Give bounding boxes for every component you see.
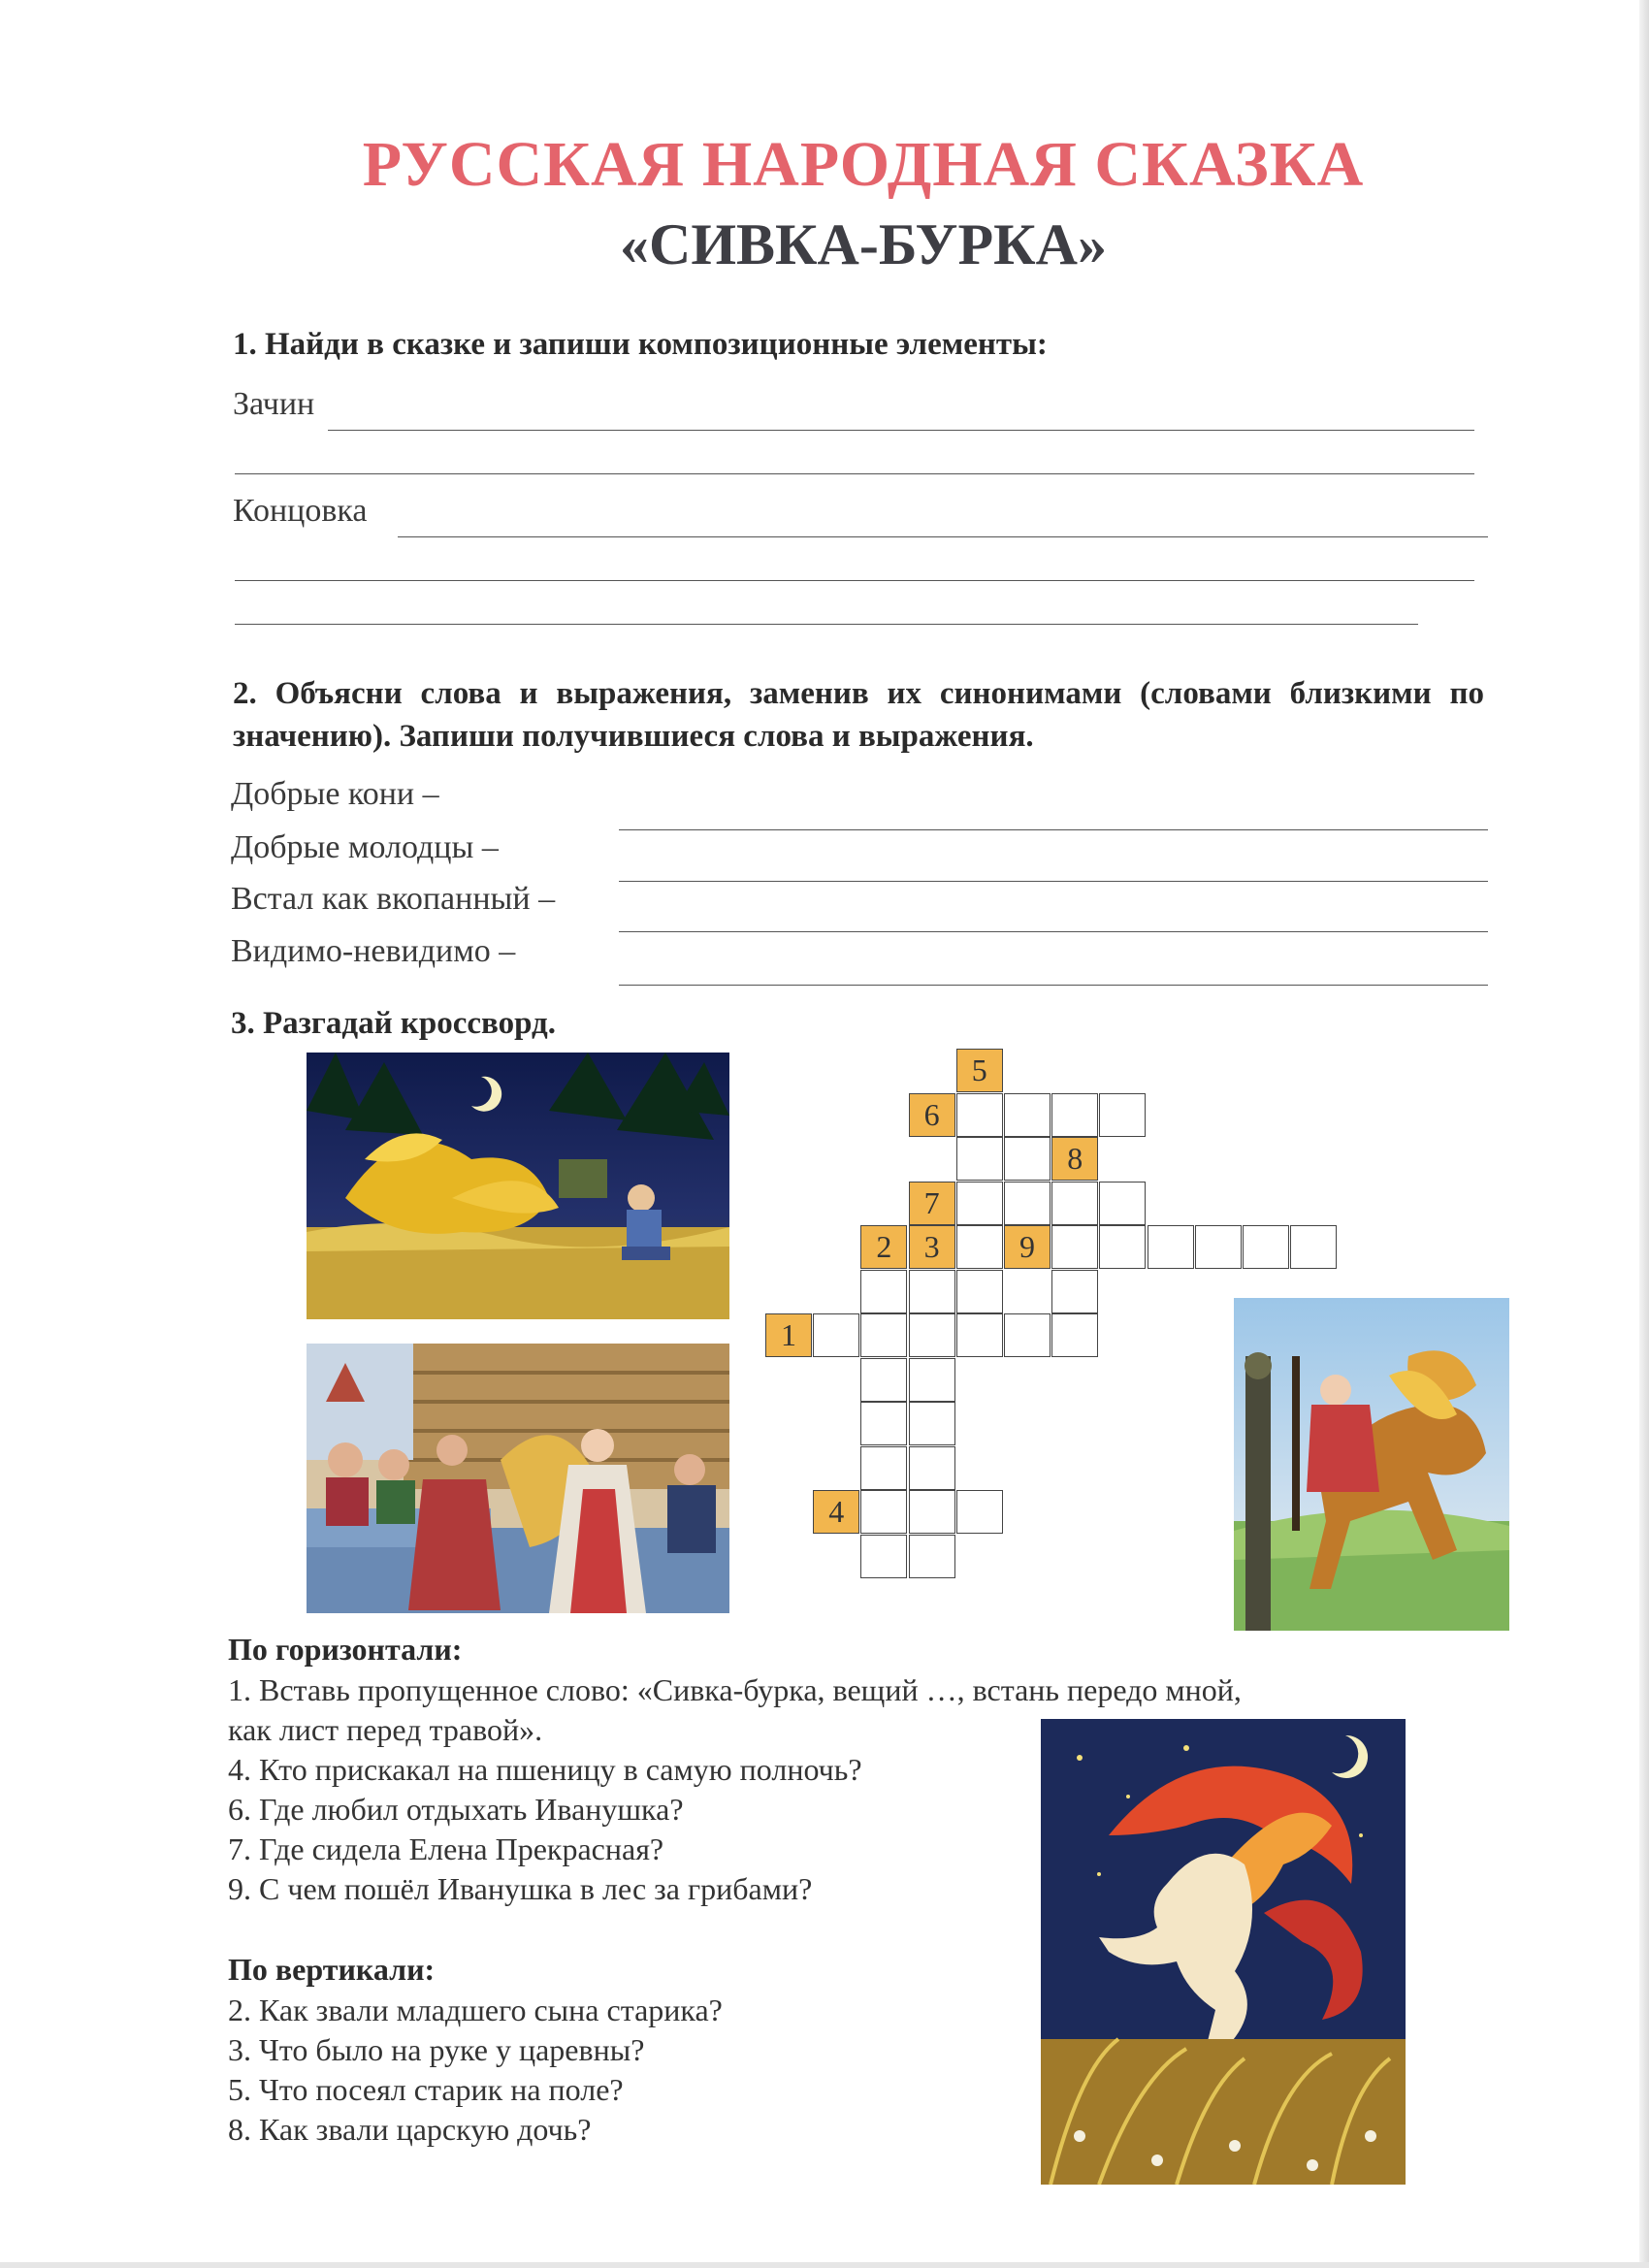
crossword-cell[interactable]	[956, 1093, 1003, 1137]
crossword-cell[interactable]	[1099, 1225, 1146, 1269]
crossword-cell[interactable]	[1195, 1225, 1242, 1269]
crossword-cell[interactable]	[956, 1313, 1003, 1357]
crossword-cell[interactable]	[1148, 1225, 1194, 1269]
crossword-cell[interactable]	[860, 1402, 907, 1445]
crossword-cell[interactable]	[860, 1358, 907, 1402]
feast-picture	[307, 1344, 729, 1613]
night-horse-picture	[307, 1053, 729, 1319]
rider-picture	[1234, 1298, 1509, 1631]
task2-heading: 2. Объясни слова и выражения, заменив их синонимами (словами близкими по значению). Запиши получившиеся слова и выражения.	[233, 676, 1484, 754]
crossword-cell[interactable]	[860, 1270, 907, 1313]
crossword-cell[interactable]	[956, 1137, 1003, 1181]
fiery-horse-picture	[1041, 1719, 1406, 2185]
task1-heading: 1. Найди в сказке и запиши композиционные элементы:	[233, 327, 1048, 362]
start-label: Зачин	[233, 386, 315, 422]
start-answer-line-2[interactable]	[235, 473, 1474, 474]
crossword-cell[interactable]	[1051, 1270, 1098, 1313]
end-answer-line-2[interactable]	[235, 580, 1474, 581]
crossword-cell[interactable]	[909, 1270, 955, 1313]
task2-item-1: Добрые кони –	[231, 776, 439, 812]
end-answer-line[interactable]	[398, 536, 1488, 537]
crossword-number-cell-4: 4	[813, 1490, 859, 1534]
crossword-number-cell-3: 3	[909, 1225, 955, 1269]
crossword-cell[interactable]	[1051, 1225, 1098, 1269]
crossword-cell[interactable]	[1051, 1093, 1098, 1137]
across-heading: По горизонтали:	[228, 1632, 463, 1667]
task2-item-3: Встал как вкопанный –	[231, 881, 556, 917]
illustration-feast	[307, 1344, 729, 1613]
across-clue-1-cont: как лист перед травой».	[228, 1712, 543, 1747]
crossword-number-cell-9: 9	[1004, 1225, 1051, 1269]
crossword-cell[interactable]	[909, 1313, 955, 1357]
crossword-cell[interactable]	[1004, 1137, 1051, 1181]
start-answer-line[interactable]	[328, 430, 1474, 431]
crossword-cell[interactable]	[956, 1225, 1003, 1269]
end-label: Концовка	[233, 493, 368, 529]
crossword-cell[interactable]	[1004, 1093, 1051, 1137]
across-clue-9: 9. С чем пошёл Иванушка в лес за грибами?	[228, 1871, 813, 1906]
crossword-number-cell-6: 6	[909, 1093, 955, 1137]
illustration-night-horse	[307, 1053, 729, 1319]
task2-answer-line-1[interactable]	[619, 829, 1488, 830]
page-edge	[1639, 0, 1649, 2268]
down-clue-2: 2. Как звали младшего сына старика?	[228, 1993, 723, 2027]
crossword-cell[interactable]	[1243, 1225, 1289, 1269]
end-answer-line-3[interactable]	[235, 624, 1418, 625]
crossword-cell[interactable]	[860, 1313, 907, 1357]
crossword-cell[interactable]	[909, 1490, 955, 1534]
task2-answer-line-2[interactable]	[619, 881, 1488, 882]
across-clue-7: 7. Где сидела Елена Прекрасная?	[228, 1831, 664, 1866]
across-clue-1: 1. Вставь пропущенное слово: «Сивка-бурка, вещий …, встань передо мной,	[228, 1672, 1242, 1707]
crossword-cell[interactable]	[1051, 1182, 1098, 1225]
page-bottom-edge	[0, 2262, 1649, 2268]
crossword-cell[interactable]	[813, 1313, 859, 1357]
illustration-fiery-horse	[1041, 1719, 1406, 2185]
crossword-cell[interactable]	[1004, 1182, 1051, 1225]
crossword-number-cell-2: 2	[860, 1225, 907, 1269]
task2-item-4: Видимо-невидимо –	[231, 933, 516, 969]
crossword-cell[interactable]	[1051, 1313, 1098, 1357]
crossword-cell[interactable]	[909, 1446, 955, 1490]
crossword-cell[interactable]	[956, 1490, 1003, 1534]
crossword-cell[interactable]	[909, 1535, 955, 1578]
crossword-cell[interactable]	[860, 1446, 907, 1490]
crossword-cell[interactable]	[956, 1270, 1003, 1313]
crossword-cell[interactable]	[860, 1535, 907, 1578]
down-clue-3: 3. Что было на руке у царевны?	[228, 2032, 645, 2067]
crossword-cell[interactable]	[909, 1358, 955, 1402]
crossword-cell[interactable]	[1099, 1182, 1146, 1225]
crossword-cell[interactable]	[1290, 1225, 1337, 1269]
task2-item-2: Добрые молодцы –	[231, 829, 499, 865]
crossword-cell[interactable]	[1099, 1093, 1146, 1137]
crossword-number-cell-7: 7	[909, 1182, 955, 1225]
down-heading: По вертикали:	[228, 1952, 436, 1987]
task3-heading: 3. Разгадай кроссворд.	[231, 1006, 556, 1041]
crossword-cell[interactable]	[1004, 1313, 1051, 1357]
crossword-number-cell-8: 8	[1051, 1137, 1098, 1181]
down-clue-8: 8. Как звали царскую дочь?	[228, 2112, 592, 2147]
crossword-cell[interactable]	[860, 1490, 907, 1534]
task2-answer-line-4[interactable]	[619, 985, 1488, 986]
task2-answer-line-3[interactable]	[619, 931, 1488, 932]
across-clue-6: 6. Где любил отдыхать Иванушка?	[228, 1792, 684, 1827]
crossword-number-cell-1: 1	[765, 1313, 812, 1357]
crossword-cell[interactable]	[956, 1182, 1003, 1225]
illustration-rider	[1234, 1298, 1509, 1631]
across-clue-4: 4. Кто прискакал на пшеницу в самую полночь?	[228, 1752, 862, 1787]
title-line-1: РУССКАЯ НАРОДНАЯ СКАЗКА	[362, 129, 1365, 200]
down-clue-5: 5. Что посеял старик на поле?	[228, 2072, 624, 2107]
crossword-cell[interactable]	[909, 1402, 955, 1445]
title-line-2: «СИВКА-БУРКА»	[620, 212, 1107, 276]
crossword-number-cell-5: 5	[956, 1049, 1003, 1092]
